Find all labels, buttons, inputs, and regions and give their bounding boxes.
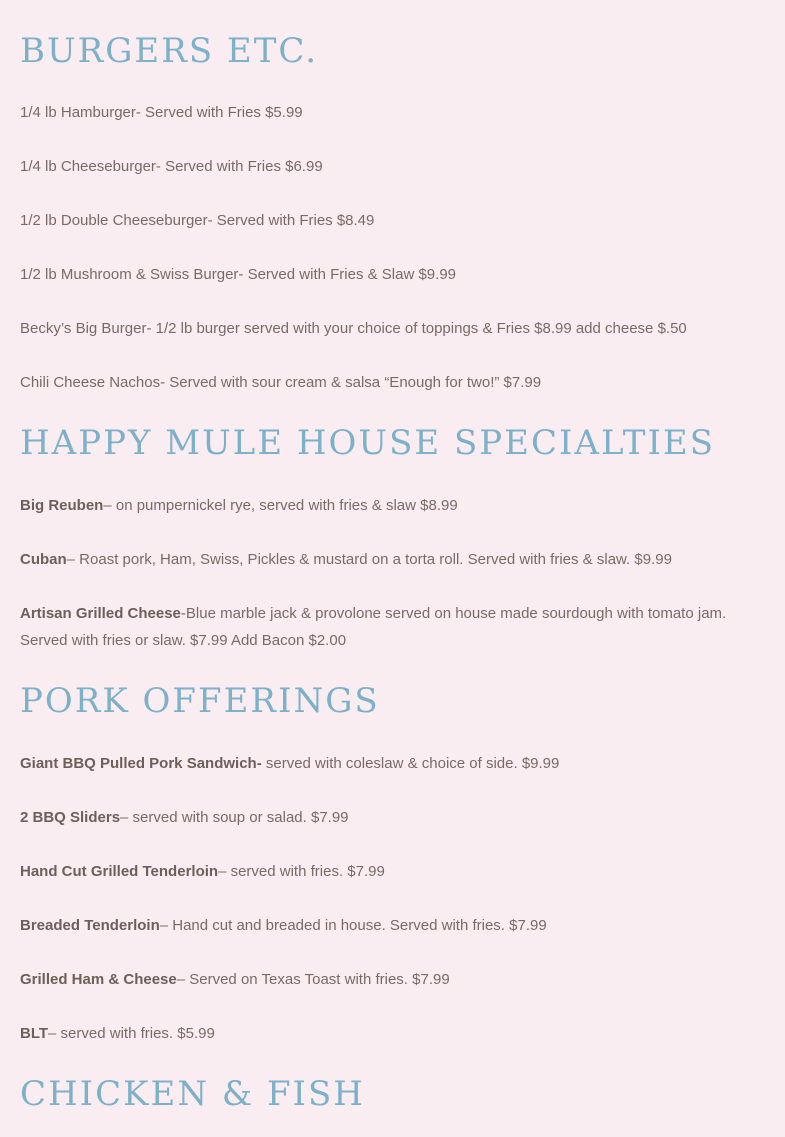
item-name: 2 BBQ Sliders [20, 809, 121, 826]
item-desc: – Hand cut and breaded in house. Served with fries. $7.99 [159, 917, 547, 934]
section-title-chicken-fish: CHICKEN & FISH [20, 1074, 365, 1114]
item-name: BLT [20, 1025, 49, 1042]
menu-item [20, 546, 672, 573]
item-desc: served with coleslaw & choice of side. $9.99 [261, 755, 560, 772]
item-name: Grilled Ham & Cheese [20, 971, 177, 988]
item-desc: -Blue marble jack & provolone served on house made sourdough with tomato jam. Served with fries or slaw. $7.99 Add Bacon $2.00 [20, 605, 727, 649]
section-title-specialties: HAPPY MULE HOUSE SPECIALTIES [20, 423, 715, 463]
item-desc: – served with fries. $7.99 [218, 863, 385, 880]
menu-item [20, 804, 349, 831]
item-desc: – Served on Texas Toast with fries. $7.99 [176, 971, 450, 988]
menu-item [20, 912, 547, 939]
item-name: Cuban [20, 551, 67, 568]
menu-item [20, 600, 765, 654]
item-desc: Chili Cheese Nachos- Served with sour cream & salsa “Enough for two!” $7.99 [20, 374, 542, 391]
item-desc: – on pumpernickel rye, served with fries & slaw $8.99 [103, 497, 458, 514]
menu-item [20, 99, 303, 126]
menu-item [20, 261, 456, 288]
item-desc: – served with fries. $5.99 [48, 1025, 215, 1042]
item-desc: 1/2 lb Mushroom & Swiss Burger- Served with Fries & Slaw $9.99 [20, 266, 457, 283]
item-name: Giant BBQ Pulled Pork Sandwich- [20, 755, 262, 772]
item-name: Artisan Grilled Cheese [20, 605, 181, 622]
item-desc: 1/4 lb Hamburger- Served with Fries $5.99 [20, 104, 303, 121]
menu-item [20, 153, 323, 180]
item-name: Hand Cut Grilled Tenderloin [20, 863, 219, 880]
menu-item [20, 1020, 215, 1047]
item-desc: – Roast pork, Ham, Swiss, Pickles & mustard on a torta roll. Served with fries & slaw. $9.99 [66, 551, 672, 568]
menu-item [20, 315, 687, 342]
menu-item [20, 207, 374, 234]
section-title-burgers: BURGERS ETC. [20, 31, 319, 71]
menu-item [20, 492, 458, 519]
item-desc: 1/2 lb Double Cheeseburger- Served with Fries $8.49 [20, 212, 375, 229]
menu-item [20, 858, 385, 885]
item-name: Breaded Tenderloin [20, 917, 160, 934]
menu-item [20, 369, 541, 396]
item-desc: 1/4 lb Cheeseburger- Served with Fries $6.99 [20, 158, 323, 175]
section-title-pork: PORK OFFERINGS [20, 681, 380, 721]
item-desc: Becky’s Big Burger- 1/2 lb burger served with your choice of toppings & Fries $8.99 add cheese $.50 [20, 320, 687, 337]
menu-item [20, 966, 450, 993]
item-name: Big Reuben [20, 497, 104, 514]
item-desc: – served with soup or salad. $7.99 [120, 809, 349, 826]
menu-item [20, 750, 559, 777]
